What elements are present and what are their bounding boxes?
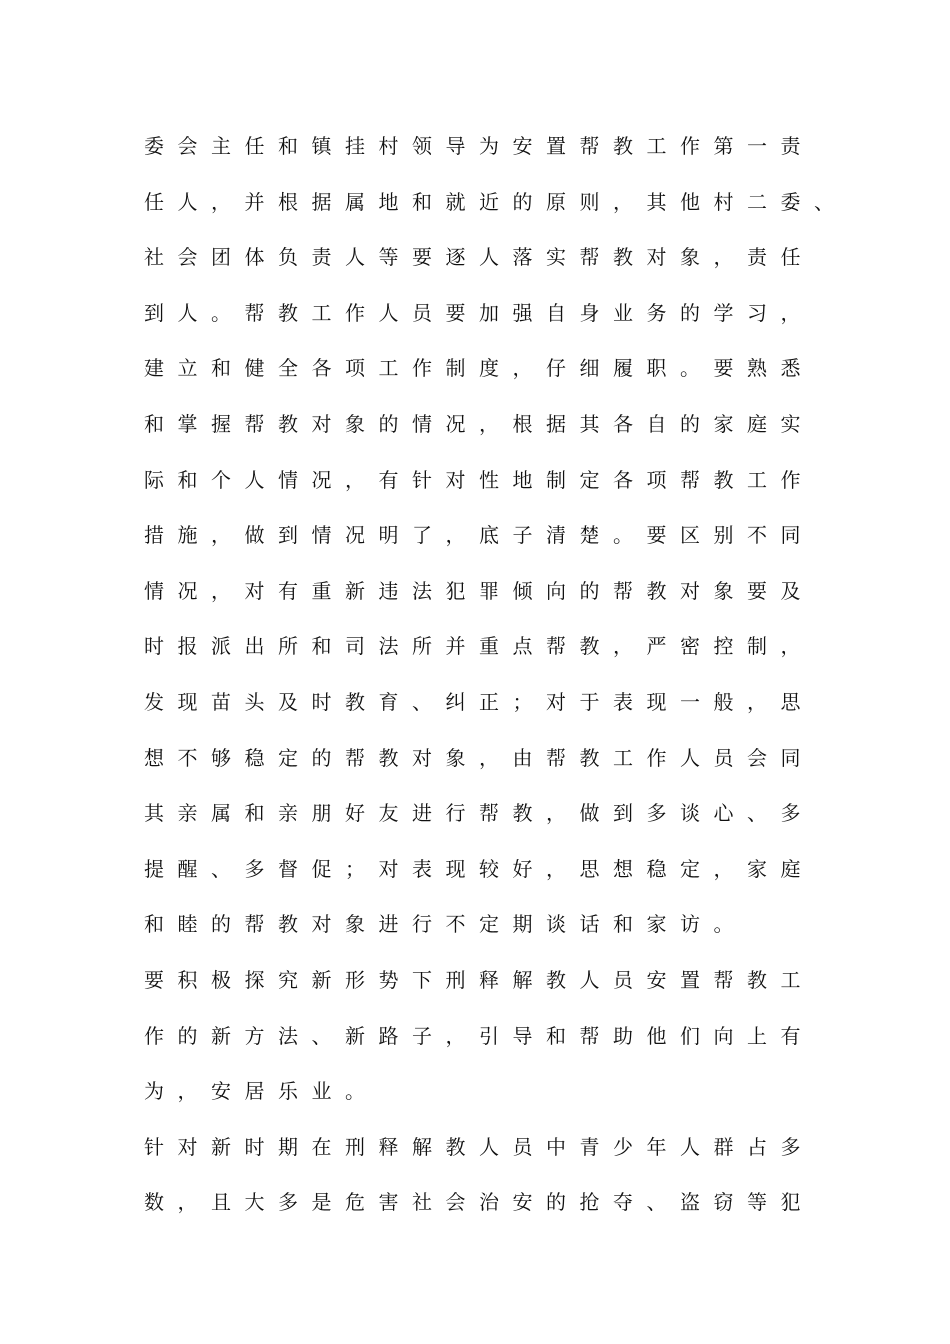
text-line: 其亲属和亲朋好友进行帮教，做到多谈心、多 [144,801,814,826]
text-line: 委会主任和镇挂村领导为安置帮教工作第一责 [144,134,814,158]
text-line: 要积极探究新形势下刑释解教人员安置帮教工 [144,967,814,992]
text-line: 和睦的帮教对象进行不定期谈话和家访。 [144,912,747,937]
text-line: 为，安居乐业。 [144,1079,379,1104]
text-line: 针对新时期在刑释解教人员中青少年人群占多 [144,1134,814,1159]
text-line: 发现苗头及时教育、纠正；对于表现一般，思 [144,689,814,714]
text-line: 任人，并根据属地和就近的原则，其他村二委、 [144,189,848,214]
text-line: 提醒、多督促；对表现较好，思想稳定，家庭 [144,856,814,881]
text-line: 作的新方法、新路子，引导和帮助他们向上有 [144,1023,814,1048]
text-line: 时报派出所和司法所并重点帮教，严密控制， [144,634,814,659]
text-line: 建立和健全各项工作制度，仔细履职。要熟悉 [144,356,814,381]
text-line: 数，且大多是危害社会治安的抢夺、盗窃等犯 [144,1190,814,1215]
text-line: 和掌握帮教对象的情况，根据其各自的家庭实 [144,411,814,436]
text-line: 情况，对有重新违法犯罪倾向的帮教对象要及 [144,578,814,603]
text-line: 想不够稳定的帮教对象，由帮教工作人员会同 [144,745,814,770]
text-line: 社会团体负责人等要逐人落实帮教对象，责任 [144,245,814,270]
text-line: 措施，做到情况明了，底子清楚。要区别不同 [144,523,814,548]
text-line: 际和个人情况，有针对性地制定各项帮教工作 [144,467,814,492]
text-line: 到人。帮教工作人员要加强自身业务的学习， [144,300,814,325]
body-text [144,128,848,1240]
